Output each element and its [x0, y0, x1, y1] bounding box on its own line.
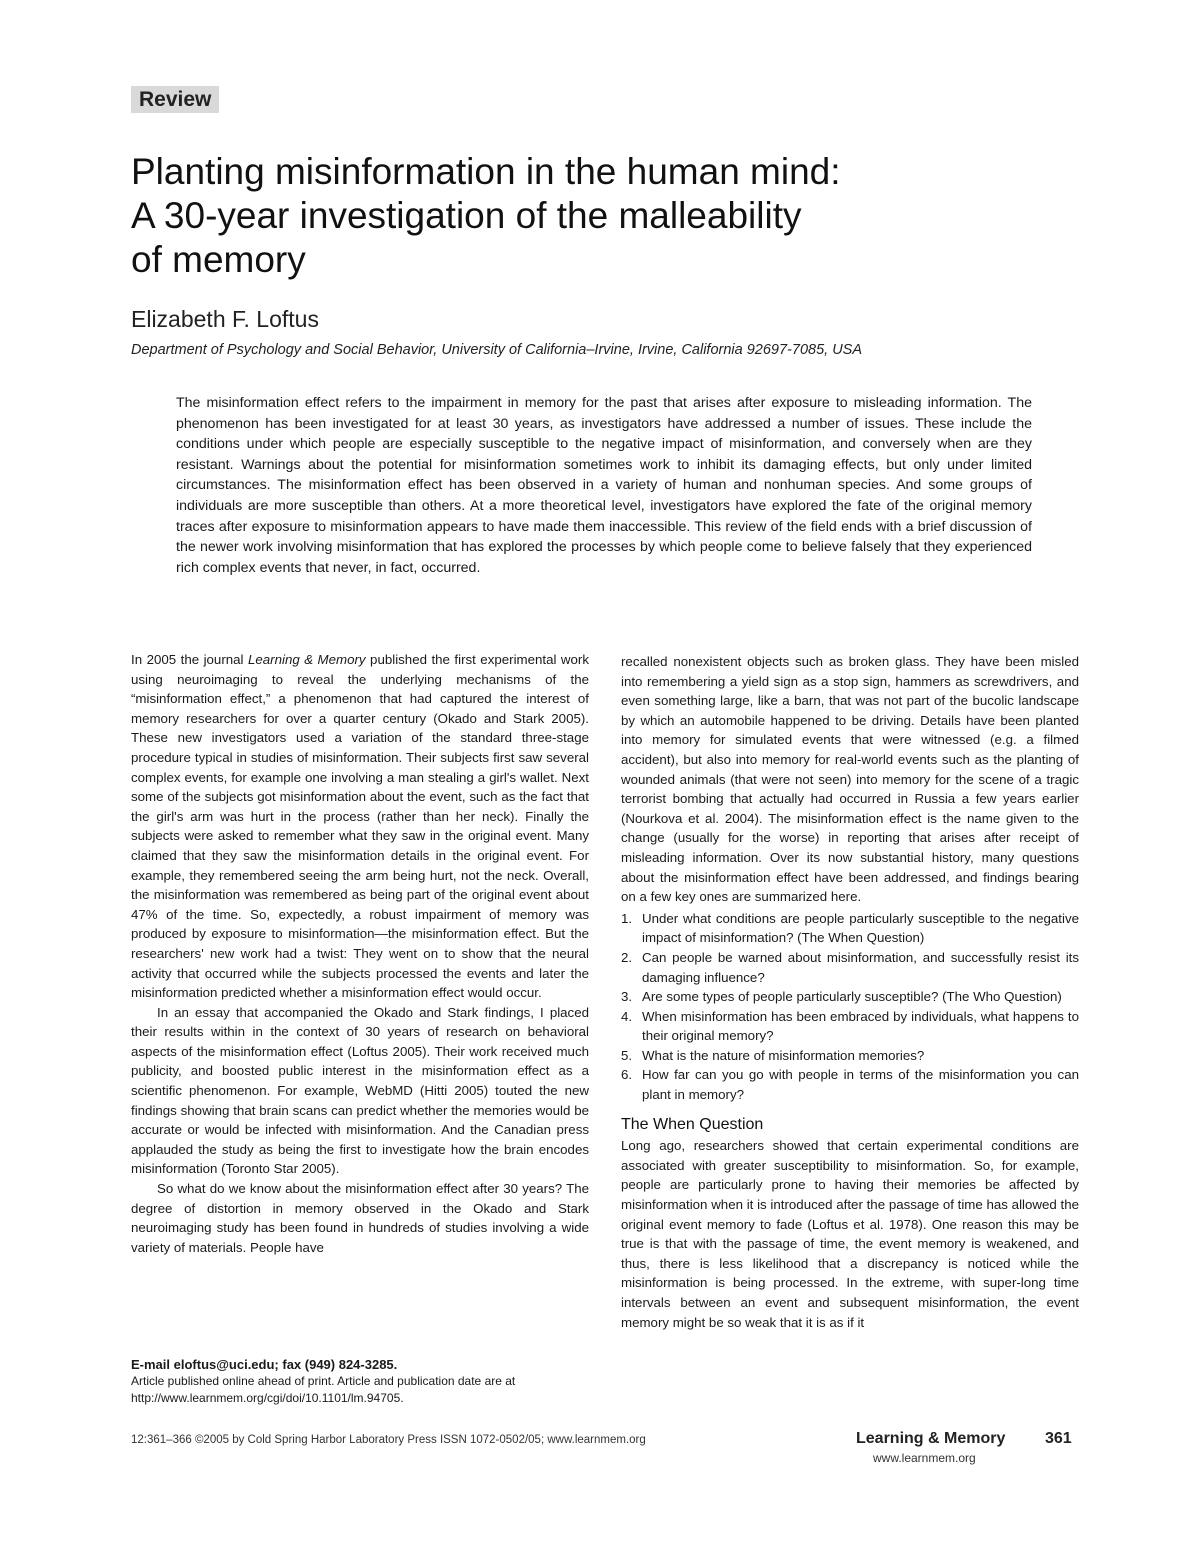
section-heading: The When Question [621, 1115, 764, 1133]
article-title [131, 150, 1031, 282]
body-paragraph: So what do we know about the misinformation effect after 30 years? The degree of distortion in memory observed in the Okado and Stark neuroimaging study has been found in hundreds of studies involving a wide variety of materials. People have [131, 1181, 589, 1255]
list-number: 1. [621, 910, 633, 926]
author-name: Elizabeth F. Loftus [131, 306, 319, 332]
page-number: 361 [1045, 1430, 1072, 1447]
footer-journal-name: Learning & Memory [856, 1430, 1006, 1447]
list-item [621, 1007, 1079, 1046]
journal-name: Learning & Memory [247, 652, 366, 667]
body-paragraph: recalled nonexistent objects such as broken glass. They have been misled into remembering a yield sign as a stop sign, hammers as screwdrivers, and even something large, like a barn, that was not part of the bucolic landscape by which an automobile happened to be driving. Details have been planted into memory for simulated events that were witnessed (e.g. a filmed accident), but also into memory for real-world events such as the planting of wounded animals (that were not seen) into memory for the scene of a tragic terrorist bombing that actually had occurred in Russia a few years earlier (Nourkova et al. 2004). The misinformation effect is the name given to the change (usually for the worse) in reporting that arises after receipt of misleading information. Over its now substantial history, many questions about the misinformation effect have been addressed, and findings bearing on a few key ones are summarized here. [621, 654, 1079, 905]
footer-url: www.learnmem.org [873, 1451, 976, 1465]
section-tag: Review [131, 86, 219, 113]
list-item [621, 948, 1079, 987]
title-line: A 30-year investigation of the malleability [131, 195, 802, 236]
list-item [621, 909, 1079, 948]
list-text: Under what conditions are people particularly susceptible to the negative impact of misinformation? (The When Question) [642, 910, 1079, 946]
list-number: 2. [621, 949, 633, 965]
publication-note: Article published online ahead of print. Article and publication date are at http://www.learnmem.org/cgi/doi/10.1101/lm.94705. [131, 1374, 516, 1405]
left-column [131, 650, 589, 1257]
list-number: 4. [621, 1008, 633, 1024]
abstract: The misinformation effect refers to the impairment in memory for the past that arises after exposure to misleading information. The phenomenon has been investigated for at least 30 years, as investigators have addressed a number of issues. These include the conditions under which people are especially susceptible to the negative impact of misinformation, and conversely when are they resistant. Warnings about the potential for misinformation sometimes work to inhibit its damaging effects, but only under limited circumstances. The misinformation effect has been observed in a variety of human and nonhuman species. And some groups of individuals are more susceptible than others. At a more theoretical level, investigators have explored the fate of the original memory traces after exposure to misinformation appears to have made them inaccessible. This review of the field ends with a brief discussion of the newer work involving misinformation that has explored the processes by which people come to believe falsely that they experienced rich complex events that never, in fact, occurred. [176, 395, 1032, 576]
list-number: 6. [621, 1067, 633, 1083]
body-paragraph [131, 650, 589, 1003]
list-text: Are some types of people particularly susceptible? (The Who Question) [642, 989, 1062, 1005]
footer-citation: 12:361–366 ©2005 by Cold Spring Harbor Laboratory Press ISSN 1072-0502/05; www.learnmem.org [131, 1434, 646, 1446]
body-paragraph: In an essay that accompanied the Okado and Stark findings, I placed their results within in the context of 30 years of research on behavioral aspects of the misinformation effect (Loftus 2005). Their work received much publicity, and boosted public interest in the misinformation effect as a scientific phenomenon. For example, WebMD (Hitti 2005) touted the new findings showing that brain scans can predict whether the memories would be accurate or would be infected with misinformation. And the Canadian press applauded the study as being the first to investigate how the brain encodes misinformation (Toronto Star 2005). [131, 1004, 589, 1177]
list-text: Can people be warned about misinformation, and successfully resist its damaging influence? [642, 949, 1079, 985]
question-list [621, 909, 1079, 1105]
list-text: What is the nature of misinformation memories? [642, 1047, 925, 1063]
list-text: How far can you go with people in terms of the misinformation you can plant in memory? [642, 1067, 1079, 1103]
title-line: of memory [131, 239, 306, 280]
paragraph-text: In 2005 the journal [131, 652, 248, 667]
paragraph-text: published the first experimental work using neuroimaging to reveal the underlying mechanisms of the “misinformation effect,” a phenomenon that had captured the interest of memory researchers for over a quarter century (Okado and Stark 2005). These new investigators used a variation of the standard three-stage procedure typical in studies of misinformation. Their subjects first saw several complex events, for example one involving a man stealing a girl's wallet. Next some of the subjects got misinformation about the event, such as the fact that the girl's arm was hurt in the process (rather than her neck). Finally the subjects were asked to remember what they saw in the original event. Many claimed that they saw the misinformation details in the original event. For example, they remembered seeing the arm being hurt, not the neck. Overall, the misinformation was remembered as being part of the original event about 47% of the time. So, expectedly, a robust impairment of memory was produced by exposure to misinformation—the misinformation effect. But the researchers' new work had a twist: They went on to show that the neural activity that occurred while the subjects processed the events and later the misinformation predicted whether a misinformation effect would occur. [131, 652, 589, 1001]
author-affiliation: Department of Psychology and Social Behavior, University of California–Irvine, Irvine, California 92697-7085, USA [131, 342, 863, 358]
contact-email: E-mail eloftus@uci.edu; fax (949) 824-3285. [131, 1357, 398, 1372]
footnote [131, 1356, 591, 1407]
list-item [621, 987, 1079, 1007]
list-number: 3. [621, 989, 633, 1005]
title-line: Planting misinformation in the human mind: [131, 151, 841, 192]
right-column [621, 652, 1079, 1332]
list-item [621, 1065, 1079, 1104]
list-item [621, 1046, 1079, 1066]
list-number: 5. [621, 1047, 633, 1063]
list-text: When misinformation has been embraced by individuals, what happens to their original memory? [642, 1008, 1079, 1044]
body-paragraph: Long ago, researchers showed that certain experimental conditions are associated with greater susceptibility to misinformation. So, for example, people are particularly prone to having their memories be affected by misinformation when it is introduced after the passage of time has allowed the original event memory to fade (Loftus et al. 1978). One reason this may be true is that with the passage of time, the event memory is weakened, and thus, there is less likelihood that a discrepancy is noticed while the misinformation is being processed. In the extreme, with super-long time intervals between an event and subsequent misinformation, the event memory might be so weak that it is as if it [621, 1138, 1079, 1330]
